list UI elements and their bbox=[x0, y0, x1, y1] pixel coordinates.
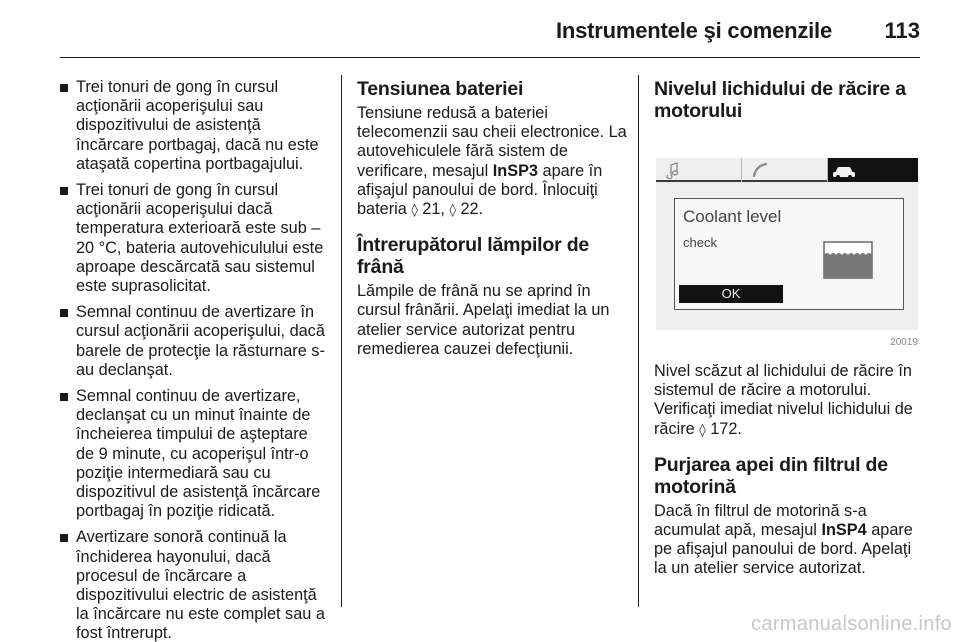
figure-number: 20019 bbox=[890, 337, 918, 348]
bullet-square-icon bbox=[60, 187, 68, 195]
list-item: Trei tonuri de gong în cursul acţionării acoperişului dacă temperatura exterioară este sub –20 °C, bateria autovehiculului este aproape descărcată sau sistemul este suprasolicitat. bbox=[60, 181, 328, 296]
music-note-icon bbox=[656, 158, 742, 182]
bullet-square-icon bbox=[60, 534, 68, 542]
bullet-square-icon bbox=[60, 84, 68, 92]
column-divider bbox=[638, 75, 639, 607]
column-divider bbox=[341, 75, 342, 607]
car-icon bbox=[828, 158, 918, 182]
page-title: Instrumentele şi comenzile bbox=[556, 18, 832, 43]
bullet-list bbox=[60, 78, 328, 642]
display-tab-bar bbox=[656, 158, 918, 182]
section-heading-fuel-filter: Purjarea apei din filtrul de motorină bbox=[654, 453, 888, 498]
section-heading-battery: Tensiunea bateriei bbox=[357, 78, 524, 100]
brake-paragraph: Lămpile de frână nu se aprind în cursul frânării. Apelaţi imediat la un atelier service autorizat pentru remedierea cauzei defecţiunii. bbox=[357, 282, 610, 358]
bullet-square-icon bbox=[60, 393, 68, 401]
coolant-tank-icon bbox=[823, 241, 873, 279]
message-panel bbox=[674, 198, 904, 310]
display-tab-phone bbox=[742, 158, 828, 182]
instrument-display bbox=[656, 158, 918, 330]
display-tab-audio bbox=[656, 158, 742, 182]
coolant-paragraph: Nivel scăzut al lichidului de răcire în sistemul de răcire a motorului. Verificaţi imediat nivelul lichidului de răcire ◊ 172. bbox=[654, 362, 913, 438]
message-code: InSP4 bbox=[821, 521, 867, 540]
list-item: Semnal continuu de avertizare în cursul acţionării acoperişului, dacă barele de protecţie la răsturnare s-au declanşat. bbox=[60, 303, 328, 380]
watermark: carmanualsonline.info bbox=[751, 613, 952, 635]
section-heading-coolant: Nivelul lichidului de răcire a motorului bbox=[654, 78, 906, 122]
display-ok-button: OK bbox=[679, 285, 783, 303]
list-item: Semnal continuu de avertizare, declanşat cu un minut înainte de încheierea timpului de aşteptare de 9 minute, cu acoperişul într-o poziţie intermediară sau cu dispozitivul de asistenţă încărcare portbagaj în poziţie ridicată. bbox=[60, 387, 328, 521]
list-item: Trei tonuri de gong în cursul acţionării acoperişului sau dispozitivului de asistenţă încărcare portbagaj, dacă nu este ataşată copertina portbagajului. bbox=[60, 78, 328, 174]
list-item: Avertizare sonoră continuă la închiderea hayonului, dacă procesul de încărcare a dispozitivului electric de asistenţă la încărcare nu este complet sau a fost întrerupt. bbox=[60, 528, 328, 642]
page-number: 113 bbox=[884, 18, 920, 43]
section-heading-brake: Întrerupătorul lămpilor de frână bbox=[357, 234, 590, 279]
column-middle bbox=[357, 78, 627, 359]
display-message-title: Coolant level bbox=[683, 207, 782, 226]
phone-icon bbox=[742, 158, 828, 182]
column-right bbox=[654, 78, 924, 579]
reference-arrow-icon: ◊ bbox=[411, 203, 418, 219]
display-tab-vehicle bbox=[828, 158, 918, 182]
page-reference[interactable]: 21 bbox=[422, 200, 441, 219]
bullet-square-icon bbox=[60, 309, 68, 317]
battery-paragraph: Tensiune redusă a bateriei telecomenzii sau cheii electronice. La autovehiculele fără sistem de verificare, mesajul InSP3 apare în afişajul panoului de bord. Înlocuiţi bateria ◊ 21, ◊ 22. bbox=[357, 104, 627, 219]
coolant-display-figure bbox=[654, 130, 920, 348]
display-message-sub: check bbox=[683, 235, 717, 250]
page-reference[interactable]: 22 bbox=[460, 200, 479, 219]
fuel-filter-paragraph: Dacă în filtrul de motorină s-a acumulat apă, mesajul InSP4 apare pe afişajul panoului de bord. Apelaţi la un atelier service autorizat. bbox=[654, 501, 913, 578]
reference-arrow-icon: ◊ bbox=[699, 422, 706, 438]
page-header bbox=[60, 0, 920, 58]
reference-arrow-icon: ◊ bbox=[449, 203, 456, 219]
message-code: InSP3 bbox=[492, 161, 538, 180]
page-reference[interactable]: 172 bbox=[710, 419, 738, 438]
column-left bbox=[60, 78, 328, 642]
